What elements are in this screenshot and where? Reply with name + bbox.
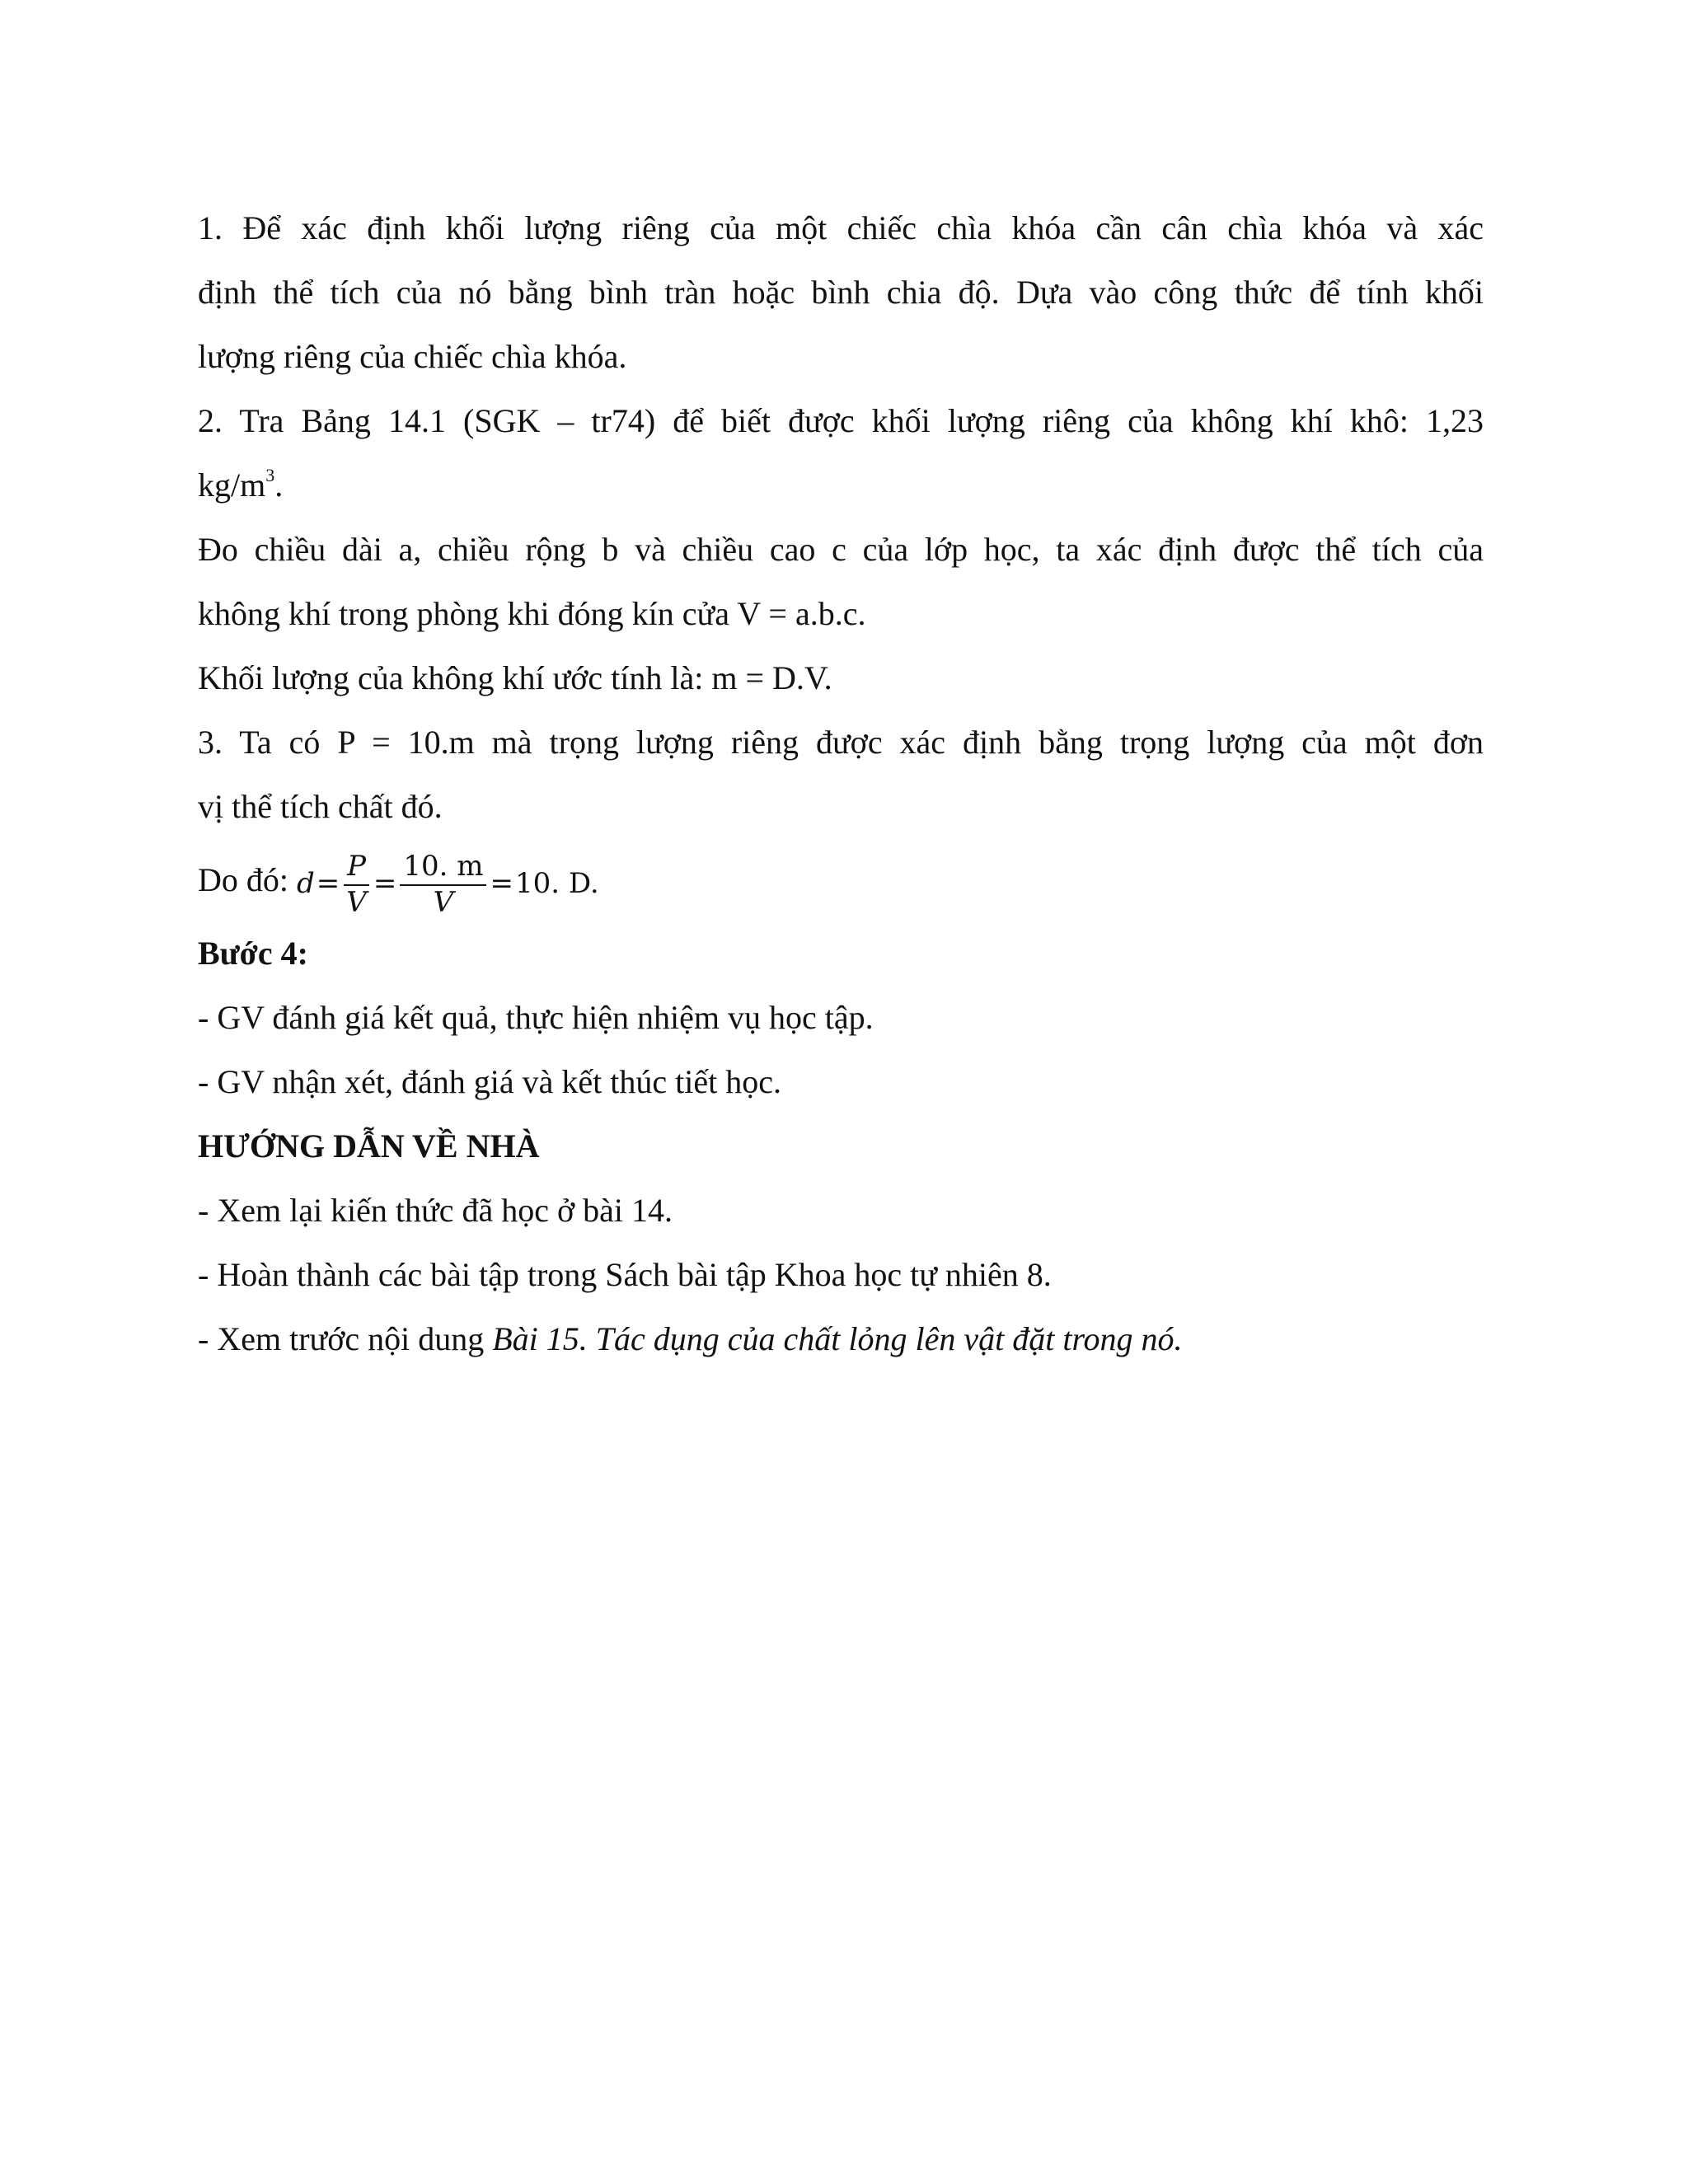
formula-prefix: Do đó: xyxy=(198,861,297,898)
fraction-1-denominator: V xyxy=(346,885,367,919)
answer-3-line-1: 3. Ta có P = 10.m mà trọng lượng riêng được xác định bằng trọng lượng của một đơn xyxy=(198,724,1484,761)
fraction-1-numerator: P xyxy=(344,851,369,885)
formula-end: . xyxy=(589,866,599,900)
formula-lhs: d xyxy=(297,866,315,900)
fraction-10m-over-v xyxy=(400,851,486,918)
answer-1-line-1: 1. Để xác định khối lượng riêng của một chiếc chìa khóa cần cân chìa khóa và xác xyxy=(198,209,1484,246)
formula-equals-1: = xyxy=(316,866,340,900)
answer-1-line-3: lượng riêng của chiếc chìa khóa. xyxy=(198,338,627,375)
homework-item-1: - Xem lại kiến thức đã học ở bài 14. xyxy=(198,1192,673,1229)
mass-paragraph: Khối lượng của không khí ước tính là: m = D.V. xyxy=(198,659,832,696)
volume-paragraph-line-1: Đo chiều dài a, chiều rộng b và chiều cao c của lớp học, ta xác định được thể tích của xyxy=(198,531,1484,568)
formula-equals-3: = xyxy=(490,866,513,900)
fraction-2-numerator: 10. m xyxy=(400,851,486,885)
document-page xyxy=(198,196,1484,1371)
density-unit-end: . xyxy=(274,466,284,504)
density-unit-exponent: 3 xyxy=(265,464,275,485)
answer-2-line-1: 2. Tra Bảng 14.1 (SGK – tr74) để biết được khối lượng riêng của không khí khô: 1,23 xyxy=(198,402,1484,439)
formula-math xyxy=(297,842,599,925)
formula-equals-2: = xyxy=(373,866,397,900)
volume-paragraph-line-2: không khí trong phòng khi đóng kín cửa V = a.b.c. xyxy=(198,595,866,632)
answer-2-line-2 xyxy=(198,453,1484,518)
homework-heading: HƯỚNG DẪN VỀ NHÀ xyxy=(198,1127,540,1165)
step-4-item-1: - GV đánh giá kết quả, thực hiện nhiệm vụ học tập. xyxy=(198,999,874,1036)
homework-item-2: - Hoàn thành các bài tập trong Sách bài tập Khoa học tự nhiên 8. xyxy=(198,1256,1052,1293)
density-unit-base: kg/m xyxy=(198,466,266,504)
answer-3-line-2: vị thể tích chất đó. xyxy=(198,788,443,825)
fraction-p-over-v xyxy=(343,851,370,918)
next-lesson-title: Bài 15. Tác dụng của chất lỏng lên vật đặt trong nó. xyxy=(492,1320,1183,1357)
formula-rhs: 10. D xyxy=(514,866,590,900)
homework-item-3-prefix: - Xem trước nội dung xyxy=(198,1320,493,1357)
step-4-item-2: - GV nhận xét, đánh giá và kết thúc tiết học. xyxy=(198,1063,781,1100)
homework-item-3 xyxy=(198,1307,1484,1371)
fraction-2-denominator: V xyxy=(433,885,454,919)
formula-line xyxy=(198,839,1484,921)
answer-1-line-2: định thể tích của nó bằng bình tràn hoặc bình chia độ. Dựa vào công thức để tính khối xyxy=(198,274,1484,311)
step-4-heading: Bước 4: xyxy=(198,935,308,972)
